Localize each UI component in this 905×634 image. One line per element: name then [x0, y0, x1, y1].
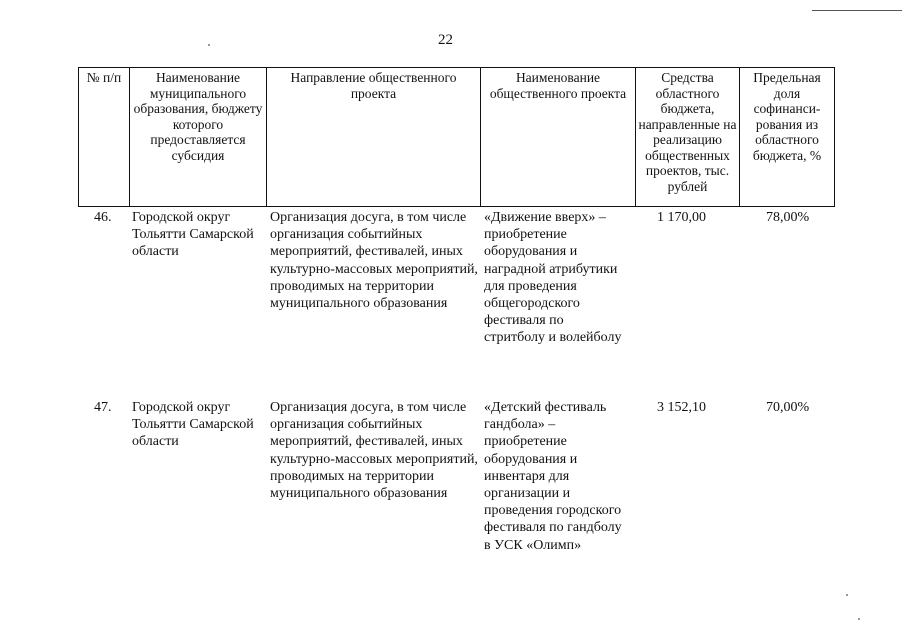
header-funds: Средства областного бюджета, направленные на реализацию общественных проектов, тыс. рублей	[638, 70, 737, 194]
row-share: 78,00%	[766, 210, 810, 225]
row-share: 70,00%	[766, 400, 810, 415]
row-amount: 3 152,10	[657, 400, 706, 415]
header-number: № п/п	[86, 70, 122, 85]
row-number: 47.	[94, 400, 112, 415]
row-project: «Движение вверх» – приобретение оборудования и наградной атрибутики для проведения общегородского фестиваля по стритболу и волейболу	[484, 210, 622, 346]
table-header-row	[78, 67, 835, 207]
header-share: Предельная доля софинанси-рования из областного бюджета, %	[752, 70, 822, 163]
header-direction: Направление общественного проекта	[290, 70, 457, 101]
scan-edge-line	[812, 10, 902, 11]
row-project: «Детский фестиваль гандбола» – приобретение оборудования и инвентаря для организации и проведения городского фестиваля по гандболу в УСК «Олимп»	[484, 400, 622, 553]
row-municipality: Городской округ Тольятти Самарской области	[132, 400, 254, 450]
header-municipality: Наименование муниципального образования, бюджету которого предоставляется субсидия	[133, 70, 263, 163]
scan-speck	[208, 44, 210, 46]
subsidy-table	[78, 67, 835, 589]
row-direction: Организация досуга, в том числе организация событийных мероприятий, фестивалей, иных культурно-массовых мероприятий, проводимых на территории муниципального образования	[270, 210, 478, 312]
row-municipality: Городской округ Тольятти Самарской области	[132, 210, 254, 260]
page-number: 22	[438, 32, 453, 48]
table-row	[78, 209, 835, 399]
row-number: 46.	[94, 210, 112, 225]
row-direction: Организация досуга, в том числе организация событийных мероприятий, фестивалей, иных культурно-массовых мероприятий, проводимых на территории муниципального образования	[270, 400, 478, 502]
scan-speck	[846, 594, 848, 596]
table-row	[78, 399, 835, 589]
scan-speck	[858, 618, 860, 620]
row-amount: 1 170,00	[657, 210, 706, 225]
header-project: Наименование общественного проекта	[489, 70, 627, 101]
